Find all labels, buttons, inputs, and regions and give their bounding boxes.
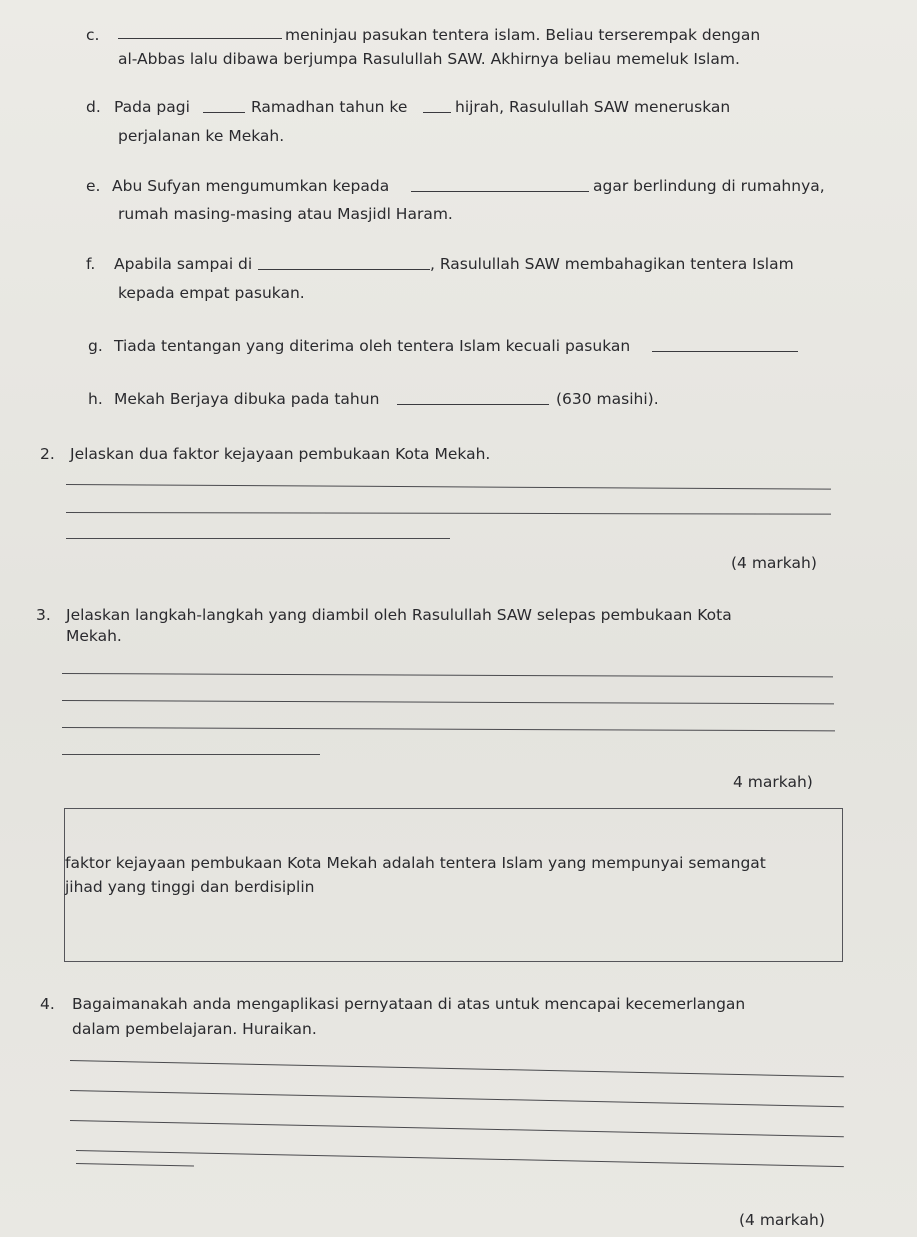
item-d-day-blank[interactable] [203, 112, 245, 113]
item-h-part1: Mekah Berjaya dibuka pada tahun [114, 390, 380, 408]
question-2-marks: (4 markah) [731, 554, 817, 572]
question-3-line1: Jelaskan langkah-langkah yang diambil oleh Rasulullah SAW selepas pembukaan Kota [66, 606, 732, 624]
item-g-marker: g. [88, 337, 103, 355]
item-e-marker: e. [86, 177, 101, 195]
question-4-answer-line-1[interactable] [70, 1060, 844, 1077]
question-2-answer-line-1[interactable] [66, 484, 831, 490]
question-2-answer-line-3[interactable] [66, 538, 450, 539]
item-d-part3: hijrah, Rasulullah SAW meneruskan [455, 98, 731, 116]
question-4-number: 4. [40, 995, 55, 1013]
item-g-part1: Tiada tentangan yang diterima oleh tentera Islam kecuali pasukan [114, 337, 631, 355]
question-2-number: 2. [40, 445, 55, 463]
statement-box [64, 808, 843, 962]
item-f-part1: Apabila sampai di [114, 255, 253, 273]
item-f-line2: kepada empat pasukan. [118, 284, 305, 302]
item-d-part2: Ramadhan tahun ke [251, 98, 408, 116]
question-4-answer-line-2[interactable] [70, 1090, 844, 1107]
item-c-line2: al-Abbas lalu dibawa berjumpa Rasulullah SAW. Akhirnya beliau memeluk Islam. [118, 50, 740, 68]
question-4-line1: Bagaimanakah anda mengaplikasi pernyataan di atas untuk mencapai kecemerlangan [72, 995, 746, 1013]
item-d-year-blank[interactable] [423, 112, 451, 113]
question-2-answer-line-2[interactable] [66, 512, 831, 515]
question-4-line2: dalam pembelajaran. Huraikan. [72, 1020, 317, 1038]
item-d-part1: Pada pagi [114, 98, 190, 116]
question-3-answer-line-3[interactable] [62, 727, 835, 731]
statement-line2: jihad yang tinggi dan berdisiplin [65, 878, 315, 896]
item-f-part2: , Rasulullah SAW membahagikan tentera Islam [430, 255, 794, 273]
question-3-line2: Mekah. [66, 627, 122, 645]
item-h-marker: h. [88, 390, 103, 408]
item-e-answer-blank[interactable] [411, 191, 589, 192]
question-4-marks: (4 markah) [739, 1211, 825, 1229]
item-e-part1: Abu Sufyan mengumumkan kepada [112, 177, 390, 195]
question-3-answer-line-4[interactable] [62, 754, 320, 755]
question-4-answer-line-5[interactable] [76, 1163, 194, 1166]
item-f-marker: f. [86, 255, 96, 273]
item-e-part2: agar berlindung di rumahnya, [593, 177, 825, 195]
item-h-part2: (630 masihi). [556, 390, 659, 408]
item-e-line2: rumah masing-masing atau Masjidl Haram. [118, 205, 453, 223]
item-f-answer-blank[interactable] [258, 269, 430, 270]
question-3-marks: 4 markah) [733, 773, 813, 791]
question-3-number: 3. [36, 606, 51, 624]
item-g-answer-blank[interactable] [652, 351, 798, 352]
item-d-line2: perjalanan ke Mekah. [118, 127, 285, 145]
item-c-answer-blank[interactable] [118, 38, 282, 39]
question-3-answer-line-2[interactable] [62, 700, 834, 704]
item-h-answer-blank[interactable] [397, 404, 549, 405]
question-3-answer-line-1[interactable] [62, 673, 833, 677]
item-d-marker: d. [86, 98, 101, 116]
item-c-line1: meninjau pasukan tentera islam. Beliau terserempak dengan [285, 26, 761, 44]
statement-line1: faktor kejayaan pembukaan Kota Mekah adalah tentera Islam yang mempunyai semangat [65, 854, 766, 872]
question-2-text: Jelaskan dua faktor kejayaan pembukaan Kota Mekah. [70, 445, 491, 463]
question-4-answer-line-3[interactable] [70, 1120, 844, 1137]
item-c-marker: c. [86, 26, 100, 44]
